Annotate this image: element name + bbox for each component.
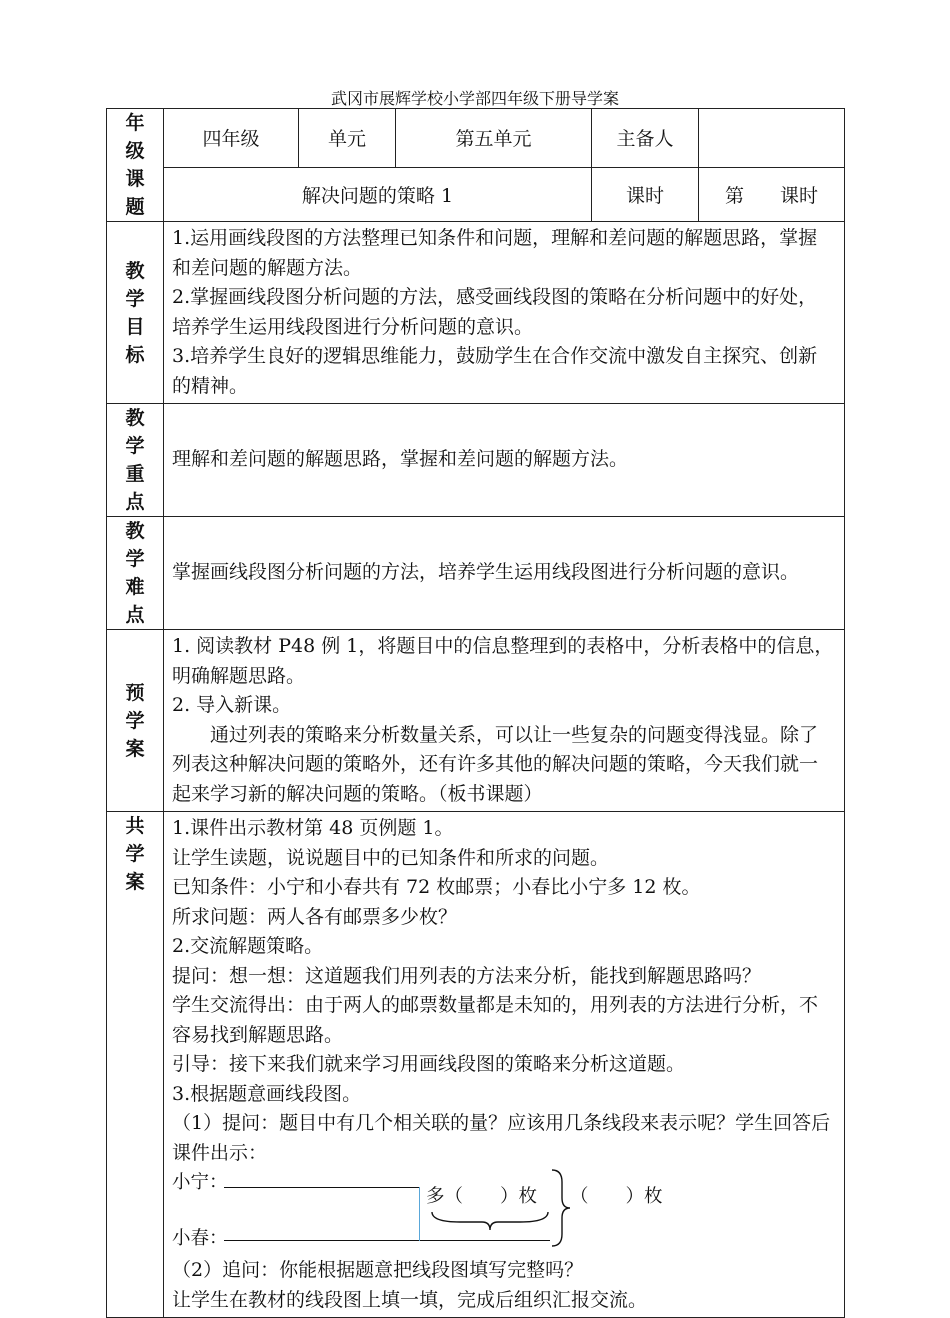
shared-item: 3.根据题意画线段图。 (172, 1082, 362, 1105)
segment-divider (419, 1187, 420, 1241)
period-value: 第 课时 (699, 167, 845, 221)
key-points-label: 教 学 重 点 (107, 404, 164, 517)
preview-content (164, 630, 845, 812)
difficulty-label: 教 学 难 点 (107, 517, 164, 630)
shared-item: 1.课件出示教材第 48 页例题 1。 (172, 817, 454, 839)
key-points-content: 理解和差问题的解题思路，掌握和差问题的解题方法。 (164, 404, 845, 517)
name-a-label: 小宁： (172, 1172, 228, 1193)
more-brace-icon (430, 1208, 550, 1234)
goal-item: 1.运用画线段图的方法整理已知条件和问题，理解和差问题的解题思路，掌握和差问题的解题方法。 (172, 227, 818, 279)
topic-value: 解决问题的策略 1 (164, 167, 592, 221)
total-label: （ ）枚 (570, 1186, 663, 1207)
shared-label: 共 学 案 (107, 812, 164, 1318)
more-label: 多（ ）枚 (426, 1186, 538, 1207)
total-brace-icon (550, 1168, 572, 1248)
page-header: 武冈市展辉学校小学部四年级下册导学案 (330, 89, 619, 108)
goals-content (164, 222, 845, 404)
segment-a (224, 1187, 420, 1188)
shared-item: （2）追问：你能根据题意把线段图填写完整吗？ (172, 1259, 584, 1281)
shared-item: 引导：接下来我们就来学习用画线段图的策略来分析这道题。 (172, 1053, 686, 1075)
shared-item: （1）提问：题目中有几个相关联的量？应该用几条线段来表示呢？学生回答后课件出示： (172, 1112, 831, 1164)
shared-item: 让学生在教材的线段图上填一填，完成后组织汇报交流。 (172, 1288, 648, 1311)
difficulty-content: 掌握画线段图分析问题的方法，培养学生运用线段图进行分析问题的意识。 (164, 517, 845, 630)
shared-item: 2.交流解题策略。 (172, 935, 324, 957)
shared-item: 学生交流得出：由于两人的邮票数量都是未知的，用列表的方法进行分析，不容易找到解题思路。 (172, 994, 819, 1046)
shared-content (164, 812, 845, 1318)
shared-item: 所求问题：两人各有邮票多少枚？ (172, 905, 458, 928)
goal-item: 3.培养学生良好的逻辑思维能力，鼓励学生在合作交流中激发自主探究、创新的精神。 (172, 345, 818, 397)
shared-item: 让学生读题，说说题目中的已知条件和所求的问题。 (172, 846, 610, 869)
goals-label: 教 学 目 标 (107, 222, 164, 404)
lead-value (699, 109, 845, 168)
period-label: 课时 (592, 167, 699, 221)
grade-value: 四年级 (164, 109, 299, 168)
unit-value: 第五单元 (396, 109, 592, 168)
unit-label: 单元 (299, 109, 396, 168)
lead-label: 主备人 (592, 109, 699, 168)
preview-paragraph: 通过列表的策略来分析数量关系，可以让一些复杂的问题变得浅显。除了列表这种解决问题的策略外，还有许多其他的解决问题的策略，今天我们就一起来学习新的解决问题的策略。（板书课题） (172, 723, 819, 805)
line-segment-diagram (172, 1168, 836, 1256)
shared-item: 已知条件：小宁和小春共有 72 枚邮票；小春比小宁多 12 枚。 (172, 876, 701, 898)
grade-topic-label: 年 级 课 题 (107, 109, 164, 222)
lesson-plan-table (106, 108, 845, 1318)
segment-b (224, 1240, 550, 1241)
name-b-label: 小春： (172, 1228, 228, 1249)
preview-label: 预 学 案 (107, 630, 164, 812)
preview-item: 1. 阅读教材 P48 例 1，将题目中的信息整理到的表格中，分析表格中的信息，明确解题思路。 (172, 635, 834, 687)
shared-item: 提问：想一想：这道题我们用列表的方法来分析，能找到解题思路吗？ (172, 964, 762, 987)
goal-item: 2.掌握画线段图分析问题的方法，感受画线段图的策略在分析问题中的好处，培养学生运用线段图进行分析问题的意识。 (172, 286, 818, 338)
preview-item: 2. 导入新课。 (172, 694, 292, 716)
